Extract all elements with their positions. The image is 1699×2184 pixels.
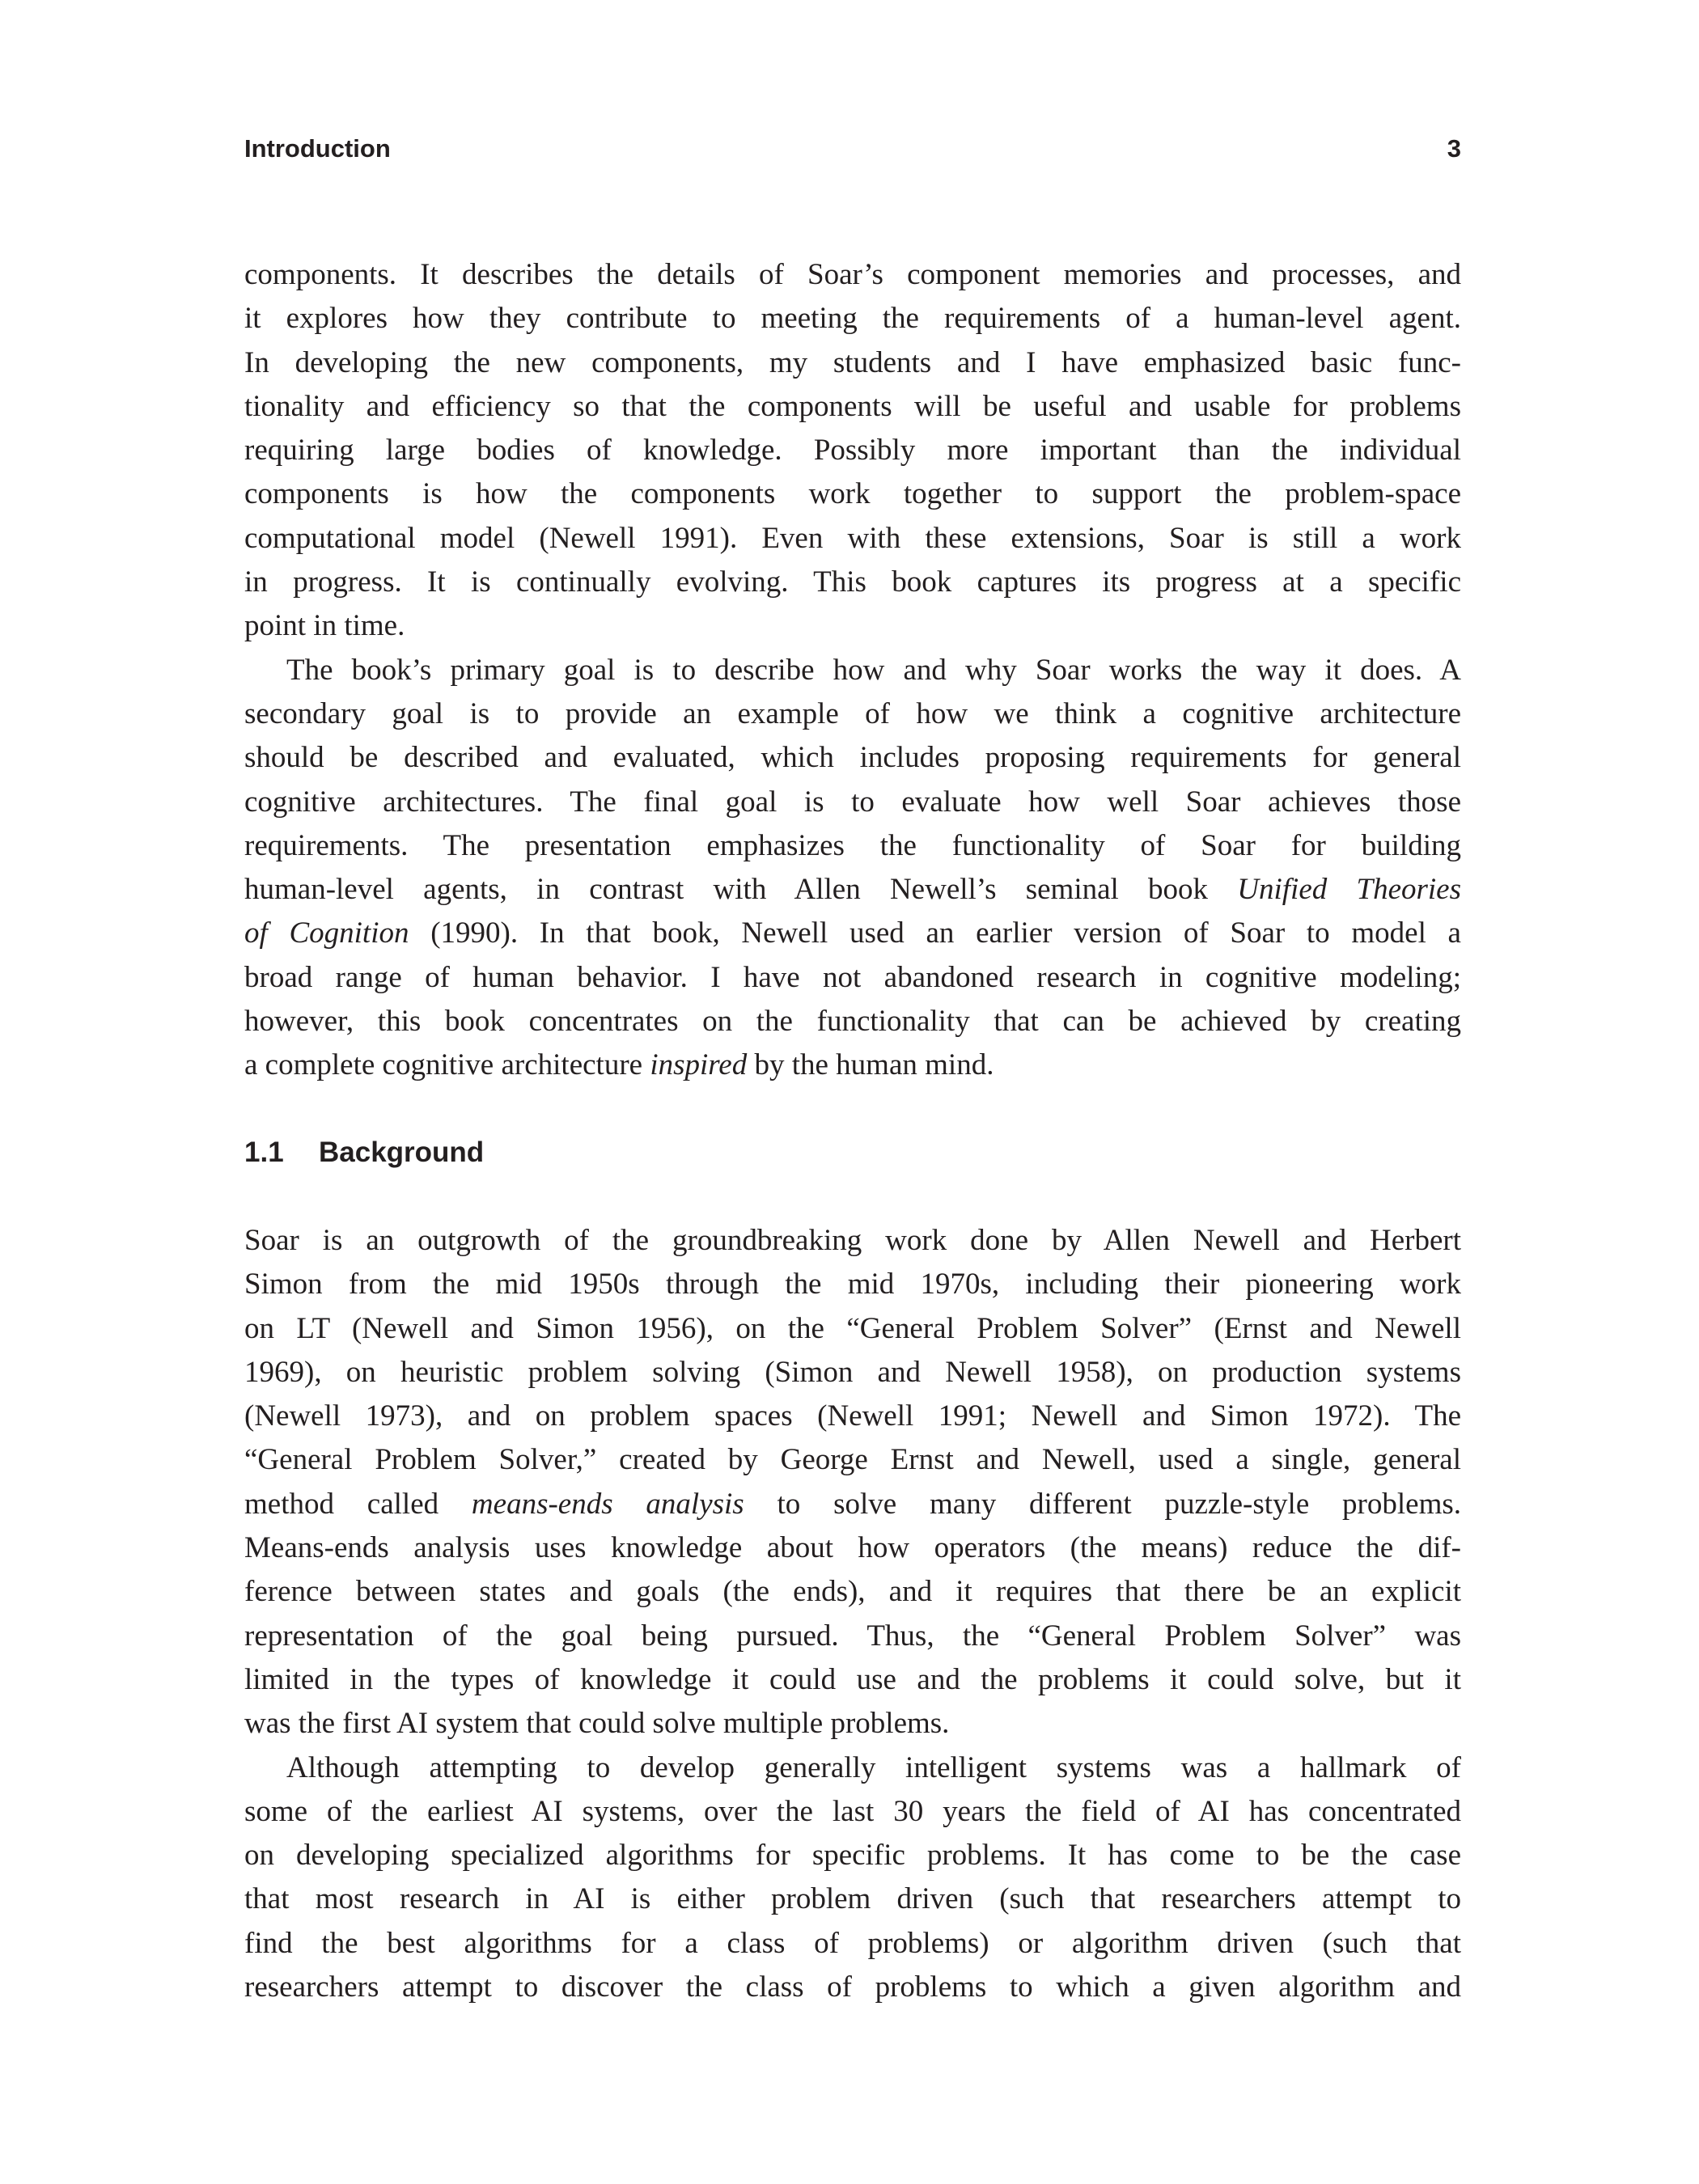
text-line: [244, 736, 1461, 780]
text-line: [244, 1307, 1461, 1351]
section-number: 1.1: [244, 1136, 284, 1168]
text-run: (Newell 1973), and on problem spaces (Newell 1991; Newell and Simon 1972). The: [244, 1399, 1461, 1433]
text-line: [244, 824, 1461, 868]
text-line: [244, 385, 1461, 429]
text-line: [244, 604, 1461, 648]
text-run: 1969), on heuristic problem solving (Simon and Newell 1958), on production systems: [244, 1355, 1461, 1389]
text-run: requirements. The presentation emphasizes the functionality of Soar for building: [244, 828, 1461, 862]
text-run: secondary goal is to provide an example of how we think a cognitive architecture: [244, 696, 1461, 730]
body-text-bottom: [244, 1219, 1461, 2009]
text-run: however, this book concentrates on the functionality that can be achieved by creating: [244, 1005, 1461, 1039]
text-run: it explores how they contribute to meeting the requirements of a human-level agent.: [244, 302, 1461, 336]
text-run: broad range of human behavior. I have not abandoned research in cognitive modeling;: [244, 960, 1461, 994]
text-line: [244, 297, 1461, 341]
running-header: [244, 134, 1461, 163]
text-line: [244, 868, 1461, 912]
paragraph: [244, 649, 1461, 1088]
text-run: Soar is an outgrowth of the groundbreaking work done by Allen Newell and Herbert: [244, 1224, 1461, 1257]
text-run: The book’s primary goal is to describe how and why Soar works the way it does. A: [286, 653, 1461, 687]
text-run: point in time.: [244, 609, 405, 643]
text-line: [244, 472, 1461, 516]
text-line: [244, 1834, 1461, 1877]
paragraph: [244, 1219, 1461, 1746]
text-line: [244, 1395, 1461, 1438]
text-line: [244, 781, 1461, 824]
text-line: [244, 1702, 1461, 1746]
text-line: [244, 692, 1461, 736]
text-run: (1990). In that book, Newell used an earlier version of Soar to model a: [409, 916, 1461, 950]
text-line: [244, 1966, 1461, 2009]
text-line: [244, 1526, 1461, 1570]
text-run: limited in the types of knowledge it could use and the problems it could solve, but it: [244, 1662, 1461, 1696]
text-line: [244, 649, 1461, 692]
text-run: a complete cognitive architecture: [244, 1048, 650, 1082]
text-run: to solve many different puzzle-style problems.: [744, 1487, 1462, 1521]
text-run: Means-ends analysis uses knowledge about how operators (the means) reduce the dif-: [244, 1531, 1461, 1565]
text-run: should be described and evaluated, which includes proposing requirements for general: [244, 741, 1461, 775]
italic-text: means-ends analysis: [471, 1487, 744, 1521]
text-line: [244, 1615, 1461, 1658]
text-run: Simon from the mid 1950s through the mid 1970s, including their pioneering work: [244, 1268, 1461, 1302]
text-line: [244, 1790, 1461, 1834]
text-run: “General Problem Solver,” created by George Ernst and Newell, used a single, general: [244, 1443, 1461, 1477]
text-line: [244, 1263, 1461, 1306]
section-title: Background: [319, 1136, 485, 1168]
text-line: [244, 1877, 1461, 1921]
text-line: [244, 517, 1461, 561]
text-line: [244, 1746, 1461, 1790]
text-run: in progress. It is continually evolving. This book captures its progress at a specific: [244, 565, 1461, 599]
text-run: Although attempting to develop generally intelligent systems was a hallmark of: [286, 1750, 1461, 1784]
text-line: [244, 429, 1461, 472]
text-run: tionality and efficiency so that the components will be useful and usable for problems: [244, 389, 1461, 423]
text-line: [244, 912, 1461, 955]
running-head-title: Introduction: [244, 134, 391, 163]
italic-text: inspired: [650, 1048, 748, 1082]
text-line: [244, 1483, 1461, 1526]
text-run: was the first AI system that could solve multiple problems.: [244, 1707, 950, 1741]
section-heading: [244, 1136, 484, 1169]
text-run: ference between states and goals (the ends), and it requires that there be an explicit: [244, 1575, 1461, 1609]
text-line: [244, 561, 1461, 604]
text-line: [244, 1570, 1461, 1614]
text-line: [244, 956, 1461, 1000]
text-run: components. It describes the details of Soar’s component memories and processes, and: [244, 258, 1461, 291]
paragraph: [244, 253, 1461, 649]
text-run: method called: [244, 1487, 472, 1521]
text-run: by the human mind.: [747, 1048, 994, 1082]
text-run: that most research in AI is either problem driven (such that researchers attempt to: [244, 1882, 1461, 1916]
text-run: cognitive architectures. The final goal is to evaluate how well Soar achieves those: [244, 785, 1461, 819]
text-run: on developing specialized algorithms for specific problems. It has come to be the case: [244, 1839, 1461, 1873]
text-run: components is how the components work together to support the problem-space: [244, 477, 1461, 511]
text-line: [244, 1922, 1461, 1966]
text-run: In developing the new components, my students and I have emphasized basic func-: [244, 345, 1461, 379]
paragraph: [244, 1746, 1461, 2010]
text-line: [244, 1219, 1461, 1263]
text-line: [244, 253, 1461, 297]
text-line: [244, 1043, 1461, 1087]
text-run: human-level agents, in contrast with Allen Newell’s seminal book: [244, 873, 1238, 907]
page-number: 3: [1447, 134, 1461, 163]
text-run: representation of the goal being pursued. Thus, the “General Problem Solver” was: [244, 1619, 1461, 1653]
text-run: some of the earliest AI systems, over the last 30 years the field of AI has concentrated: [244, 1794, 1461, 1828]
text-run: on LT (Newell and Simon 1956), on the “General Problem Solver” (Ernst and Newell: [244, 1311, 1461, 1345]
italic-text: of Cognition: [244, 916, 409, 950]
body-text-top: [244, 253, 1461, 1088]
text-run: researchers attempt to discover the class of problems to which a given algorithm and: [244, 1970, 1461, 2004]
text-line: [244, 1351, 1461, 1395]
italic-text: Unified Theories: [1237, 873, 1461, 907]
text-line: [244, 341, 1461, 385]
text-line: [244, 1000, 1461, 1043]
text-run: computational model (Newell 1991). Even with these extensions, Soar is still a work: [244, 521, 1461, 555]
text-line: [244, 1658, 1461, 1702]
text-line: [244, 1438, 1461, 1482]
text-run: find the best algorithms for a class of problems) or algorithm driven (such that: [244, 1926, 1461, 1960]
text-run: requiring large bodies of knowledge. Possibly more important than the individual: [244, 434, 1461, 468]
